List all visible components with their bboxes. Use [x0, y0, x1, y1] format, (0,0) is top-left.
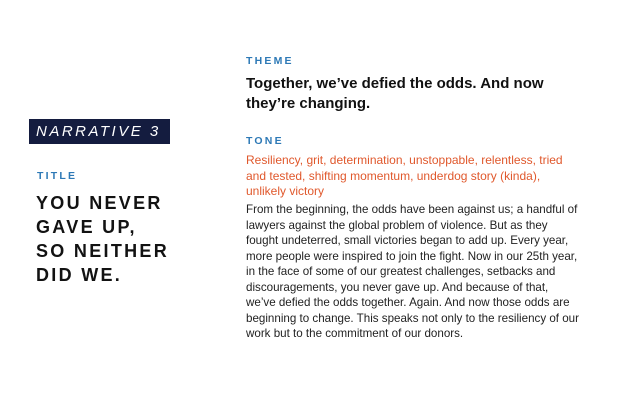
title-label: TITLE	[37, 170, 78, 182]
narrative-badge	[29, 119, 170, 144]
tone-text: Resiliency, grit, determination, unstoppable, relentless, tried and tested, shifting momentum, underdog story (kinda), unlikely victory	[246, 153, 563, 198]
theme-text: Together, we’ve defied the odds. And now they’re changing.	[246, 75, 544, 112]
theme-label: THEME	[246, 55, 294, 67]
title-text: YOU NEVER GAVE UP, SO NEITHER DID WE.	[36, 193, 170, 285]
tone-label: TONE	[246, 135, 284, 147]
body-paragraph: From the beginning, the odds have been against us; a handful of lawyers against the global problem of violence. But as they fought undeterred, small victories began to add up. Every year, more people were inspired to join the fight. Now in our 25th year, in the face of some of our greatest challenges, setbacks and discouragements, you never gave up. And because of that, we’ve defied the odds together. Again. And now those odds are beginning to change. This speaks not only to the resiliency of our work but to the commitment of our donors.	[246, 203, 579, 340]
narrative-badge-label: NARRATIVE 3	[36, 123, 161, 140]
